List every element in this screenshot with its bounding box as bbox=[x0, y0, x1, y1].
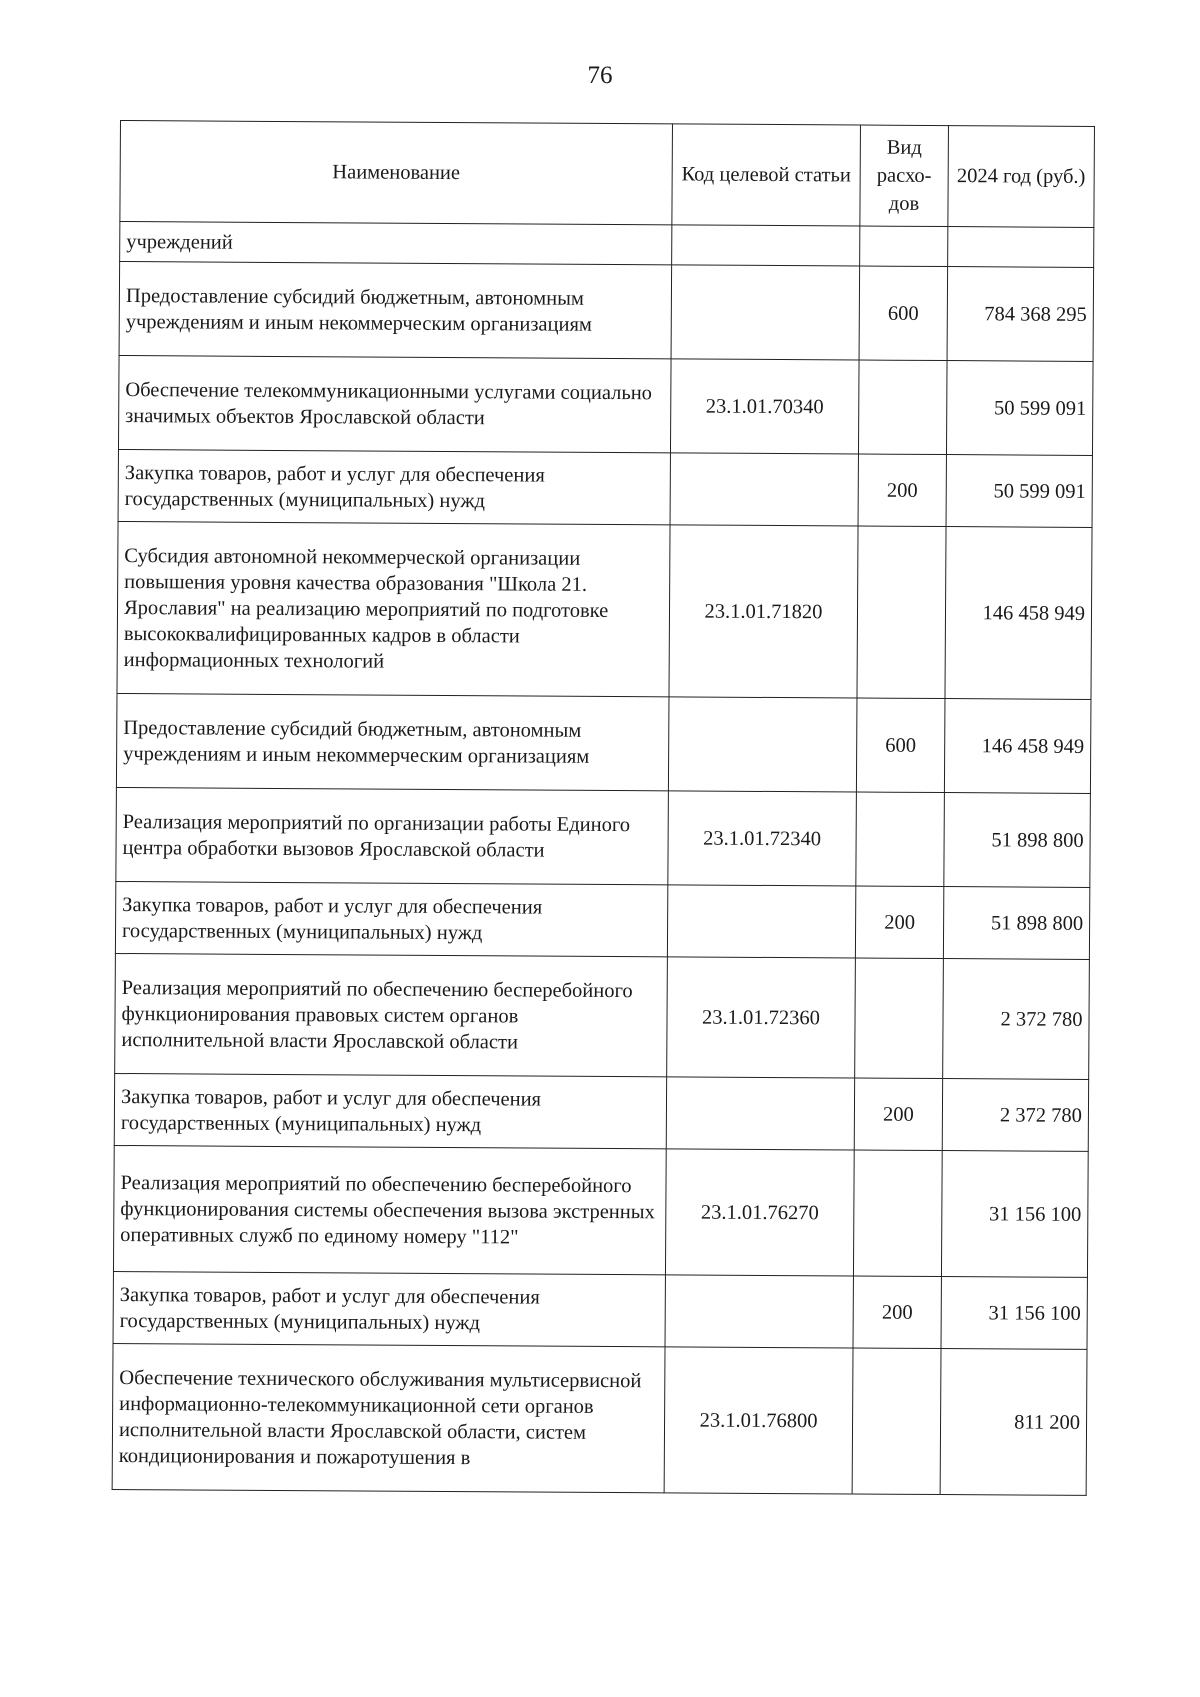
table-row bbox=[115, 881, 1089, 959]
row-type: 600 bbox=[856, 698, 945, 793]
row-amount: 2 372 780 bbox=[943, 959, 1090, 1080]
row-name: Реализация мероприятий по обеспечению бесперебойного функционирования системы обеспечения вызова экстренных оперативных служб по единому номеру "112" bbox=[113, 1145, 666, 1274]
table-row bbox=[119, 262, 1094, 362]
table-row bbox=[116, 693, 1091, 793]
row-amount: 146 458 949 bbox=[945, 527, 1092, 700]
row-amount: 2 372 780 bbox=[942, 1079, 1088, 1152]
row-type bbox=[857, 526, 946, 699]
page-number: 76 bbox=[587, 62, 613, 89]
row-type: 200 bbox=[855, 886, 943, 959]
row-name: Закупка товаров, работ и услуг для обеспечения государственных (муниципальных) нужд bbox=[118, 449, 670, 524]
row-type: 200 bbox=[858, 454, 946, 527]
row-amount bbox=[948, 227, 1094, 268]
header-type: Вид расхо-дов bbox=[860, 125, 949, 227]
header-amount: 2024 год (руб.) bbox=[948, 126, 1095, 228]
row-code: 23.1.01.76800 bbox=[664, 1347, 853, 1494]
row-type: 600 bbox=[859, 266, 948, 361]
row-amount: 784 368 295 bbox=[947, 267, 1094, 362]
row-type bbox=[852, 1348, 941, 1495]
row-amount: 50 599 091 bbox=[946, 361, 1093, 456]
row-code bbox=[670, 453, 858, 526]
row-name: Закупка товаров, работ и услуг для обеспечения государственных (муниципальных) нужд bbox=[113, 1271, 665, 1346]
row-name: учреждений bbox=[120, 222, 672, 265]
row-amount: 146 458 949 bbox=[944, 699, 1091, 794]
row-name: Субсидия автономной некоммерческой организации повышения уровня качества образования "Школа 21. Ярославия" на реализацию мероприятий по подготовке высококвалифицированных кадров в области информационных технологий bbox=[117, 521, 670, 696]
row-code bbox=[667, 885, 855, 958]
row-name: Реализация мероприятий по обеспечению бесперебойного функционирования правовых систем органов исполнительной власти Ярославской области bbox=[115, 953, 668, 1076]
table-row bbox=[117, 521, 1092, 699]
row-amount: 51 898 800 bbox=[943, 887, 1089, 960]
row-code: 23.1.01.72340 bbox=[668, 791, 857, 886]
row-type: 200 bbox=[854, 1078, 942, 1151]
header-code: Код целевой статьи bbox=[672, 124, 861, 226]
row-code: 23.1.01.76270 bbox=[665, 1149, 854, 1276]
row-type bbox=[856, 792, 945, 887]
table-row bbox=[116, 787, 1091, 887]
row-name: Закупка товаров, работ и услуг для обеспечения государственных (муниципальных) нужд bbox=[114, 1073, 666, 1148]
row-code: 23.1.01.71820 bbox=[669, 525, 858, 698]
table-row bbox=[113, 1145, 1088, 1277]
row-type bbox=[855, 958, 944, 1079]
row-type bbox=[860, 226, 948, 267]
row-name: Предоставление субсидий бюджетным, автономным учреждениям и иным некоммерческим организациям bbox=[116, 693, 669, 790]
budget-table bbox=[112, 120, 1095, 1496]
table-header-row bbox=[120, 121, 1095, 228]
row-name: Обеспечение телекоммуникационными услугами социально значимых объектов Ярославской области bbox=[118, 355, 671, 452]
row-amount: 51 898 800 bbox=[944, 793, 1091, 888]
table-row bbox=[114, 1073, 1088, 1151]
row-type bbox=[853, 1150, 942, 1277]
row-amount: 811 200 bbox=[940, 1349, 1087, 1496]
row-amount: 31 156 100 bbox=[941, 1277, 1087, 1350]
row-name: Предоставление субсидий бюджетным, автономным учреждениям и иным некоммерческим организациям bbox=[119, 262, 672, 359]
row-code bbox=[665, 1275, 853, 1348]
row-name: Закупка товаров, работ и услуг для обеспечения государственных (муниципальных) нужд bbox=[115, 881, 667, 956]
table-row bbox=[112, 1343, 1087, 1495]
row-code bbox=[666, 1077, 854, 1150]
row-amount: 50 599 091 bbox=[946, 455, 1092, 528]
row-code bbox=[668, 697, 857, 792]
row-code bbox=[671, 265, 860, 360]
table-row bbox=[118, 355, 1093, 455]
header-name: Наименование bbox=[120, 121, 673, 225]
table-row bbox=[113, 1271, 1087, 1349]
row-name: Реализация мероприятий по организации работы Единого центра обработки вызовов Ярославской области bbox=[116, 787, 669, 884]
row-name: Обеспечение технического обслуживания мультисервисной информационно-телекоммуникационной сети органов исполнительной власти Ярославской области, систем кондиционирования и пожаротушения в bbox=[112, 1343, 665, 1492]
table-row bbox=[120, 222, 1094, 268]
row-type bbox=[858, 360, 947, 455]
row-amount: 31 156 100 bbox=[941, 1151, 1088, 1278]
row-type: 200 bbox=[853, 1276, 941, 1349]
table-row bbox=[115, 953, 1090, 1079]
row-code: 23.1.01.72360 bbox=[667, 957, 856, 1078]
table-row bbox=[118, 449, 1092, 527]
row-code: 23.1.01.70340 bbox=[670, 359, 859, 454]
row-code bbox=[672, 225, 860, 266]
